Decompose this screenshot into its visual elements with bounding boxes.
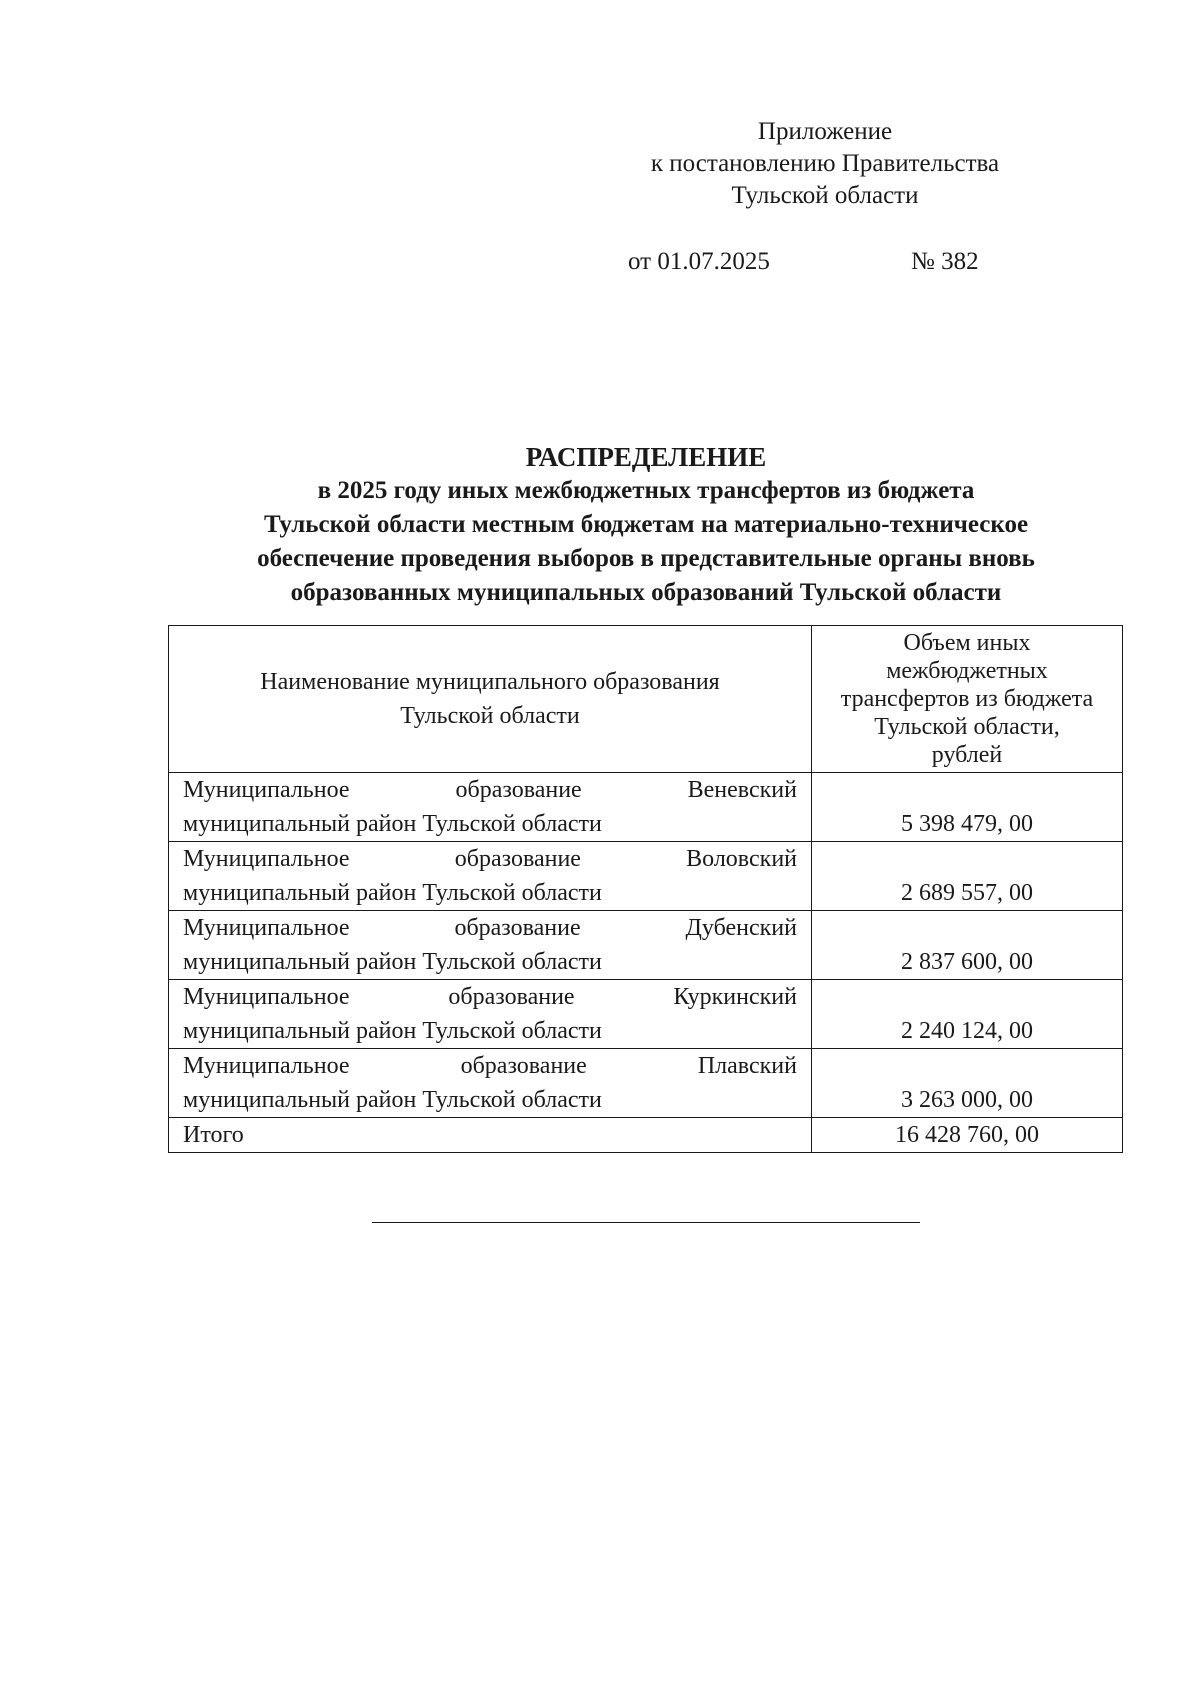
table-header-row: [169, 626, 1123, 773]
order-date: от 01.07.2025: [628, 248, 770, 275]
name-word: Дубенский: [685, 915, 797, 941]
header-amount-line: рублей: [931, 742, 1003, 768]
amount-value: 2 689 557, 00: [812, 842, 1123, 911]
header-name: [169, 626, 812, 773]
name-line: муниципальный район Тульской области: [183, 949, 602, 975]
municipality-name: [169, 842, 812, 911]
header-amount-line: Тульской области,: [874, 714, 1060, 740]
municipality-name: [169, 911, 812, 980]
distribution-table: [168, 625, 1123, 1153]
header-name-line: Тульской области: [400, 703, 580, 729]
appendix-line: Приложение: [757, 118, 893, 145]
amount-value: 2 240 124, 00: [812, 980, 1123, 1049]
name-word: образование: [460, 1053, 587, 1079]
end-divider: [372, 1222, 920, 1223]
table-row: [169, 842, 1123, 911]
header-amount-line: Объем иных: [903, 630, 1031, 656]
table-row: [169, 980, 1123, 1049]
title-line: в 2025 году иных межбюджетных трансфертов из бюджета: [317, 477, 975, 504]
table-row: [169, 773, 1123, 842]
municipality-name: [169, 773, 812, 842]
table-row: [169, 911, 1123, 980]
name-word: Веневский: [687, 777, 797, 803]
total-amount: 16 428 760, 00: [812, 1118, 1123, 1153]
name-word: Воловский: [686, 846, 797, 872]
header-amount: [812, 626, 1123, 773]
table-row: [169, 1049, 1123, 1118]
amount-value: 2 837 600, 00: [812, 911, 1123, 980]
header-amount-line: трансфертов из бюджета: [840, 686, 1094, 712]
name-word: Муниципальное: [183, 846, 350, 872]
name-line: муниципальный район Тульской области: [183, 880, 602, 906]
title-line: Тульской области местным бюджетам на материально-техническое: [263, 511, 1029, 538]
header-name-line: Наименование муниципального образования: [260, 669, 720, 695]
amount-value: 5 398 479, 00: [812, 773, 1123, 842]
title-heading: РАСПРЕДЕЛЕНИЕ: [525, 442, 767, 472]
name-word: Куркинский: [673, 984, 797, 1010]
document-title: [120, 440, 1172, 610]
name-word: образование: [454, 846, 581, 872]
name-word: образование: [448, 984, 575, 1010]
name-word: Муниципальное: [183, 777, 350, 803]
name-word: Плавский: [697, 1053, 797, 1079]
name-line: муниципальный район Тульской области: [183, 1018, 602, 1044]
municipality-name: [169, 1049, 812, 1118]
total-label: Итого: [169, 1118, 812, 1153]
total-row: [169, 1118, 1123, 1153]
name-word: Муниципальное: [183, 915, 350, 941]
amount-value: 3 263 000, 00: [812, 1049, 1123, 1118]
appendix-line: к постановлению Правительства: [650, 150, 1000, 177]
name-word: образование: [454, 915, 581, 941]
appendix-block: [600, 116, 1050, 212]
header-amount-line: межбюджетных: [886, 658, 1048, 684]
name-word: Муниципальное: [183, 984, 350, 1010]
title-line: обеспечение проведения выборов в представительные органы вновь: [257, 545, 1035, 572]
order-number: № 382: [911, 248, 979, 275]
title-line: образованных муниципальных образований Тульской области: [290, 579, 1002, 606]
name-line: муниципальный район Тульской области: [183, 1087, 602, 1113]
municipality-name: [169, 980, 812, 1049]
appendix-line: Тульской области: [731, 182, 919, 209]
name-word: Муниципальное: [183, 1053, 350, 1079]
name-line: муниципальный район Тульской области: [183, 811, 602, 837]
name-word: образование: [455, 777, 582, 803]
